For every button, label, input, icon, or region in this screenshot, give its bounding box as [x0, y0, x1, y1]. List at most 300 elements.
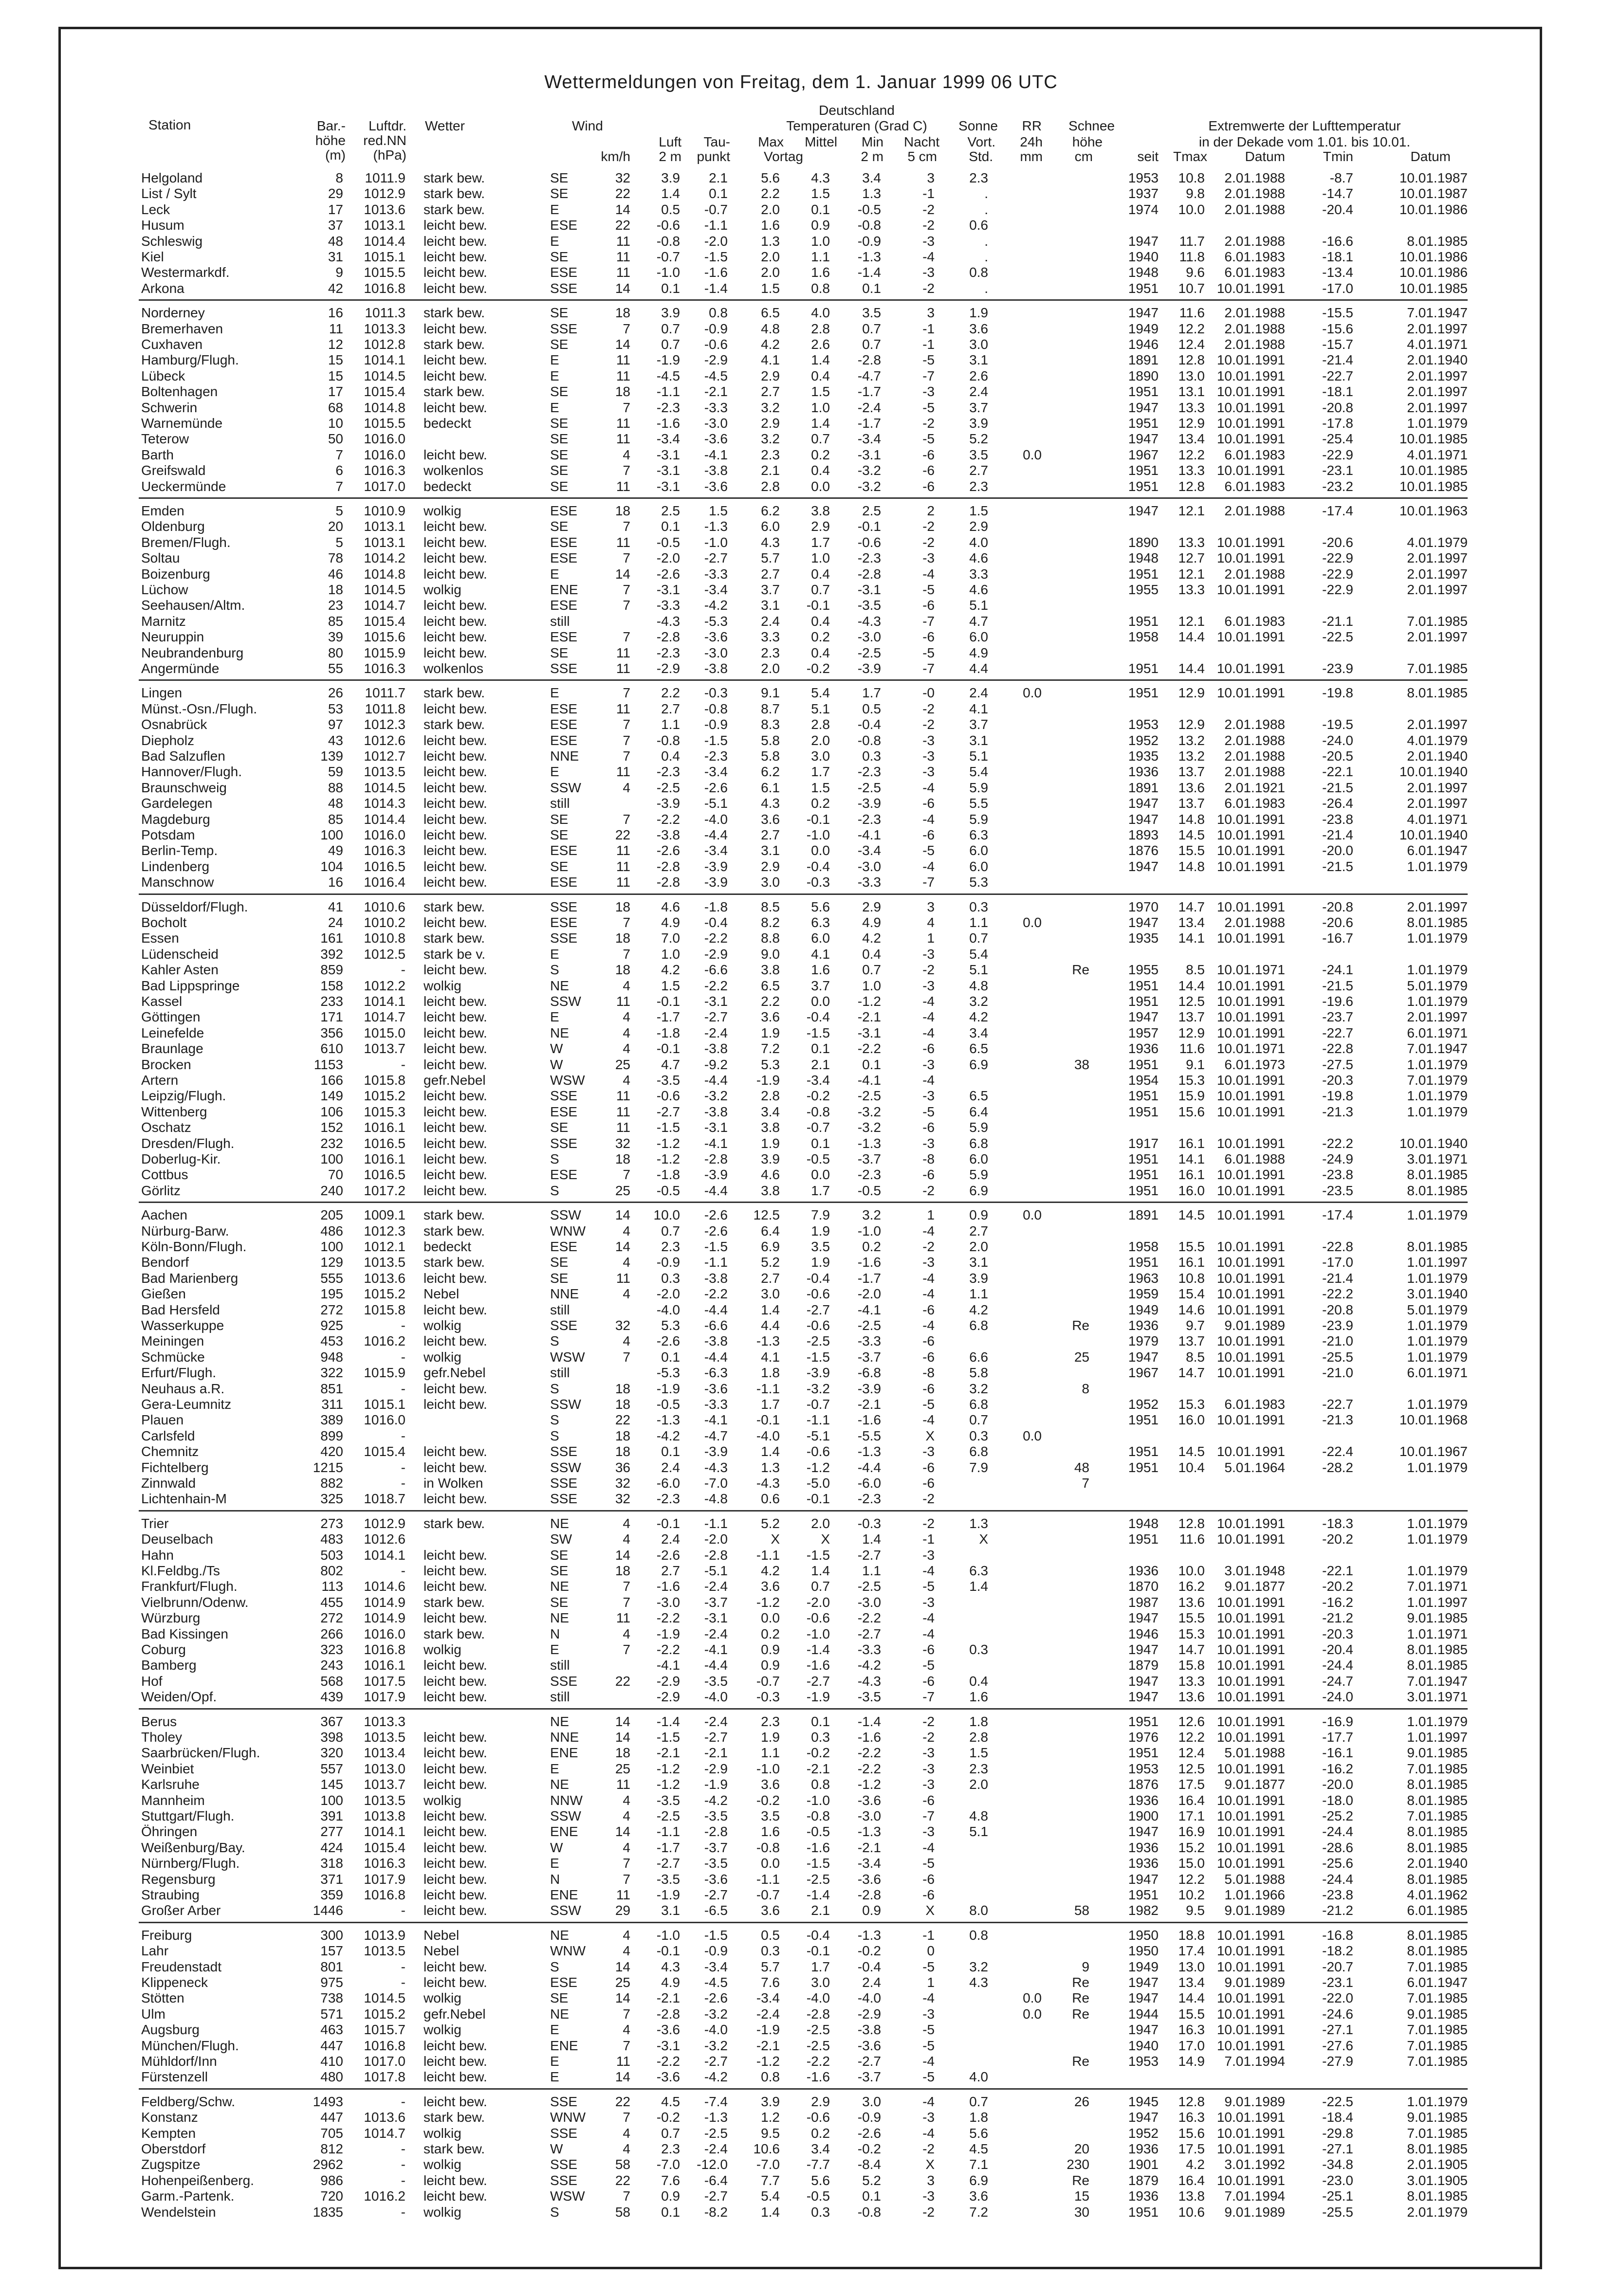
- cell-luftdruck: 1015.9: [364, 645, 405, 660]
- cell-mittel: 0.3: [811, 1730, 830, 1745]
- cell-datum-max: 10.01.1991: [1216, 1412, 1285, 1428]
- cell-min-2m: -3.2: [857, 478, 881, 494]
- cell-tmax: 11.8: [1179, 249, 1205, 264]
- cell-tmax: 15.0: [1178, 1856, 1205, 1871]
- cell-tmax: 12.1: [1178, 566, 1205, 582]
- cell-station: Osnabrück: [141, 717, 207, 732]
- cell-bar-hoehe: 5: [335, 503, 343, 518]
- cell-station: Hannover/Flugh.: [141, 764, 242, 780]
- cell-nacht-5cm: -6: [922, 447, 935, 462]
- cell-tmax: 10.6: [1178, 2204, 1205, 2220]
- cell-luft: -1.5: [656, 1120, 680, 1135]
- cell-max-vortag: 3.9: [761, 2094, 780, 2109]
- cell-datum-max: 9.01.1877: [1224, 1579, 1285, 1594]
- table-row: [0, 1349, 1602, 1365]
- cell-luft: -0.2: [656, 2110, 680, 2125]
- cell-datum-min: 7.01.1985: [1407, 2125, 1468, 2141]
- cell-tmax: 10.8: [1178, 170, 1205, 185]
- cell-luft: -1.8: [656, 1025, 680, 1040]
- cell-mittel: 0.7: [811, 431, 830, 447]
- cell-seit: 1948: [1128, 265, 1159, 280]
- table-row: [0, 519, 1602, 534]
- cell-taupunkt: -2.0: [704, 233, 728, 249]
- cell-mittel: 2.6: [811, 337, 830, 352]
- cell-seit: 1955: [1128, 962, 1159, 978]
- cell-datum-min: 10.01.1967: [1399, 1444, 1468, 1459]
- cell-max-vortag: 3.4: [761, 1104, 780, 1119]
- cell-wetter: leicht bew.: [424, 1808, 487, 1823]
- cell-datum-max: 10.01.1991: [1216, 994, 1285, 1009]
- cell-sonne: 6.8: [969, 1318, 988, 1333]
- cell-sonne: 1.3: [969, 1515, 988, 1531]
- cell-max-vortag: 4.8: [761, 321, 780, 336]
- cell-sonne: 0.3: [969, 1642, 988, 1657]
- cell-taupunkt: -3.2: [704, 2006, 728, 2022]
- table-row: [0, 1642, 1602, 1658]
- cell-rr: 0.0: [1023, 2006, 1042, 2022]
- cell-wind-dir: NE: [550, 1579, 569, 1594]
- cell-taupunkt: -7.0: [704, 1476, 728, 1491]
- cell-seit: 1963: [1128, 1270, 1159, 1286]
- table-row: [0, 1903, 1602, 1918]
- cell-mittel: -1.9: [806, 1689, 830, 1705]
- cell-luftdruck: 1015.4: [364, 384, 405, 400]
- cell-datum-max: 5.01.1964: [1224, 1459, 1285, 1475]
- cell-mittel: -4.0: [806, 1990, 830, 2006]
- cell-datum-min: 10.01.1986: [1399, 249, 1468, 264]
- cell-taupunkt: -2.4: [704, 2141, 728, 2156]
- cell-datum-min: 7.01.1979: [1407, 1073, 1468, 1088]
- cell-sonne: 2.3: [969, 1761, 988, 1776]
- cell-max-vortag: 6.0: [761, 519, 780, 534]
- table-row: [0, 947, 1602, 962]
- cell-sonne: 3.5: [969, 447, 988, 462]
- table-row: [0, 1255, 1602, 1270]
- cell-tmax: 13.8: [1178, 2188, 1205, 2204]
- cell-sonne: 6.0: [969, 629, 988, 645]
- cell-sonne: 1.6: [969, 1689, 988, 1705]
- cell-tmax: 15.3: [1178, 1073, 1205, 1088]
- cell-nacht-5cm: -7: [922, 875, 935, 890]
- cell-mittel: -2.8: [806, 2006, 830, 2022]
- cell-max-vortag: 0.9: [761, 1658, 780, 1673]
- cell-tmin: -18.0: [1322, 1792, 1353, 1808]
- cell-min-2m: -3.6: [857, 1792, 881, 1808]
- cell-sonne: 4.6: [969, 550, 988, 566]
- cell-bar-hoehe: 41: [328, 899, 343, 914]
- table-row: [0, 2022, 1602, 2038]
- cell-sonne: 4.1: [969, 701, 988, 716]
- cell-luft: 0.7: [661, 321, 680, 336]
- cell-wetter: stark bew.: [424, 1255, 485, 1270]
- cell-wetter: leicht bew.: [424, 748, 487, 764]
- cell-taupunkt: -6.4: [704, 2172, 728, 2188]
- cell-max-vortag: 9.1: [761, 685, 780, 701]
- cell-datum-max: 10.01.1991: [1216, 1610, 1285, 1626]
- cell-nacht-5cm: -4: [922, 1610, 935, 1626]
- cell-wind-dir: SE: [550, 463, 569, 478]
- cell-max-vortag: 5.8: [761, 732, 780, 748]
- cell-nacht-5cm: 3: [927, 2172, 935, 2188]
- cell-tmax: 16.3: [1178, 2110, 1205, 2125]
- cell-luftdruck: 1014.4: [364, 811, 405, 827]
- cell-nacht-5cm: -3: [922, 384, 935, 400]
- cell-wind-dir: SSE: [550, 1135, 578, 1151]
- cell-tmax: 13.2: [1178, 732, 1205, 748]
- cell-luftdruck: -: [401, 2204, 405, 2220]
- cell-tmin: -17.0: [1322, 280, 1353, 296]
- cell-mittel: 0.7: [811, 1579, 830, 1594]
- cell-wetter: stark bew.: [424, 2141, 485, 2156]
- cell-datum-max: 10.01.1991: [1216, 2110, 1285, 2125]
- cell-wind-dir: still: [550, 796, 570, 811]
- cell-wind-speed: 25: [615, 1057, 630, 1072]
- cell-datum-min: 8.01.1985: [1407, 1927, 1468, 1943]
- cell-station: Braunlage: [141, 1041, 203, 1057]
- cell-mittel: -2.0: [806, 1594, 830, 1610]
- cell-nacht-5cm: 1: [927, 1975, 935, 1990]
- cell-tmax: 15.4: [1178, 1286, 1205, 1302]
- cell-station: Wittenberg: [141, 1104, 207, 1119]
- table-row: [0, 1808, 1602, 1824]
- cell-wind-speed: 7: [623, 946, 630, 962]
- cell-mittel: -2.5: [806, 1333, 830, 1349]
- cell-wind-dir: NE: [550, 2006, 569, 2022]
- cell-luftdruck: 1015.5: [364, 265, 405, 280]
- cell-mittel: -1.6: [806, 1658, 830, 1673]
- cell-station: Fürstenzell: [141, 2069, 208, 2085]
- cell-schnee: 7: [1082, 1476, 1089, 1491]
- cell-tmin: -20.4: [1322, 201, 1353, 217]
- cell-taupunkt: -3.8: [704, 1104, 728, 1119]
- cell-luft: 1.1: [661, 717, 680, 732]
- cell-nacht-5cm: -2: [922, 534, 935, 550]
- cell-datum-min: 2.01.1940: [1407, 1856, 1468, 1871]
- cell-sonne: 1.4: [969, 1579, 988, 1594]
- cell-tmin: -20.8: [1322, 899, 1353, 914]
- cell-sonne: 3.2: [969, 994, 988, 1009]
- cell-luft: 1.4: [661, 186, 680, 201]
- cell-nacht-5cm: -3: [922, 732, 935, 748]
- cell-min-2m: 0.7: [862, 962, 881, 978]
- cell-min-2m: -2.6: [857, 2125, 881, 2141]
- cell-wind-dir: SE: [550, 1120, 569, 1135]
- cell-datum-min: 9.01.1985: [1407, 1610, 1468, 1626]
- cell-bar-hoehe: 48: [328, 796, 343, 811]
- table-row: [0, 1595, 1602, 1610]
- cell-luft: -7.0: [656, 2157, 680, 2172]
- cell-station: Wasserkuppe: [141, 1318, 224, 1333]
- cell-wind-dir: NNW: [550, 1792, 583, 1808]
- cell-min-2m: -3.8: [857, 2022, 881, 2038]
- cell-wind-dir: NE: [550, 1610, 569, 1626]
- cell-min-2m: -3.1: [857, 447, 881, 462]
- cell-wetter: leicht bew.: [424, 827, 487, 842]
- cell-wind-speed: 14: [615, 2069, 630, 2085]
- cell-nacht-5cm: -4: [922, 1318, 935, 1333]
- cell-min-2m: -0.5: [857, 1183, 881, 1198]
- cell-luft: -0.1: [656, 1515, 680, 1531]
- cell-nacht-5cm: -2: [922, 1183, 935, 1198]
- cell-station: Marnitz: [141, 613, 186, 629]
- cell-nacht-5cm: -2: [922, 962, 935, 978]
- cell-seit: 1949: [1128, 321, 1159, 336]
- cell-bar-hoehe: 277: [320, 1824, 343, 1840]
- cell-luftdruck: 1013.7: [364, 1041, 405, 1057]
- cell-sonne: 7.2: [969, 2204, 988, 2220]
- cell-wind-speed: 36: [615, 1459, 630, 1475]
- cell-tmin: -22.7: [1322, 368, 1353, 383]
- cell-min-2m: -0.4: [857, 717, 881, 732]
- cell-tmin: -16.7: [1322, 930, 1353, 946]
- cell-max-vortag: 2.8: [761, 1088, 780, 1104]
- cell-wind-speed: 18: [615, 962, 630, 978]
- header-extremwerte: Extremwerte der Lufttemperatur: [1208, 118, 1401, 133]
- cell-nacht-5cm: -6: [922, 629, 935, 645]
- cell-wetter: leicht bew.: [424, 1333, 487, 1349]
- cell-max-vortag: 1.2: [761, 2110, 780, 2125]
- table-row: [0, 812, 1602, 827]
- cell-tmax: 9.1: [1186, 1057, 1205, 1072]
- cell-bar-hoehe: 8: [335, 170, 343, 185]
- cell-mittel: 0.4: [811, 613, 830, 629]
- cell-nacht-5cm: -2: [922, 201, 935, 217]
- cell-station: Straubing: [141, 1887, 200, 1902]
- cell-min-2m: -3.0: [857, 858, 881, 874]
- cell-tmax: 14.4: [1178, 629, 1205, 645]
- cell-nacht-5cm: -1: [922, 1531, 935, 1547]
- cell-sonne: 3.7: [969, 400, 988, 415]
- cell-mittel: -0.1: [806, 811, 830, 827]
- cell-datum-min: 1.01.1979: [1407, 1563, 1468, 1578]
- cell-min-2m: -4.7: [857, 368, 881, 383]
- cell-datum-max: 10.01.1991: [1216, 431, 1285, 447]
- cell-taupunkt: -2.4: [704, 1626, 728, 1641]
- cell-min-2m: -0.4: [857, 1959, 881, 1974]
- cell-wind-speed: 18: [615, 1381, 630, 1396]
- cell-wetter: leicht bew.: [424, 1057, 487, 1072]
- cell-wind-speed: 7: [623, 1871, 630, 1887]
- cell-wetter: leicht bew.: [424, 994, 487, 1009]
- cell-nacht-5cm: -6: [922, 463, 935, 478]
- cell-station: Bad Lippspringe: [141, 978, 240, 993]
- cell-station: Lingen: [141, 685, 183, 701]
- cell-wetter: leicht bew.: [424, 2054, 487, 2069]
- cell-max-vortag: 2.9: [761, 858, 780, 874]
- table-row: [0, 1136, 1602, 1151]
- cell-wetter: leicht bew.: [424, 1745, 487, 1761]
- cell-luftdruck: 1013.8: [364, 1808, 405, 1823]
- cell-station: Regensburg: [141, 1871, 216, 1887]
- cell-taupunkt: -3.9: [704, 1444, 728, 1459]
- cell-seit: 1947: [1128, 431, 1159, 447]
- cell-max-vortag: 7.2: [761, 1041, 780, 1057]
- cell-luftdruck: 1015.7: [364, 2022, 405, 2038]
- cell-datum-min: 5.01.1979: [1407, 1302, 1468, 1317]
- cell-datum-min: 8.01.1985: [1407, 233, 1468, 249]
- cell-mittel: -0.8: [806, 1808, 830, 1823]
- cell-datum-min: 1.01.1979: [1407, 1057, 1468, 1072]
- cell-min-2m: -3.3: [857, 1642, 881, 1657]
- cell-wetter: leicht bew.: [424, 1563, 487, 1578]
- cell-max-vortag: 9.0: [761, 946, 780, 962]
- cell-mittel: 3.0: [811, 1975, 830, 1990]
- cell-wind-dir: SW: [550, 1531, 572, 1547]
- cell-wind-speed: 14: [615, 1239, 630, 1254]
- cell-mittel: -2.7: [806, 1302, 830, 1317]
- cell-datum-min: 2.01.1997: [1407, 582, 1468, 597]
- cell-luftdruck: 1013.5: [364, 1792, 405, 1808]
- cell-bar-hoehe: 46: [328, 566, 343, 582]
- cell-luft: 0.1: [661, 1349, 680, 1365]
- cell-datum-max: 6.01.1988: [1224, 1151, 1285, 1166]
- cell-taupunkt: -4.0: [704, 1689, 728, 1705]
- cell-tmax: 13.4: [1178, 1975, 1205, 1990]
- cell-luftdruck: -: [401, 1459, 405, 1475]
- cell-datum-max: 2.01.1988: [1224, 321, 1285, 336]
- cell-bar-hoehe: 7: [335, 478, 343, 494]
- cell-nacht-5cm: -4: [922, 858, 935, 874]
- cell-max-vortag: 2.0: [761, 249, 780, 264]
- cell-min-2m: -2.5: [857, 645, 881, 660]
- cell-wind-dir: NE: [550, 1713, 569, 1729]
- cell-min-2m: -2.8: [857, 566, 881, 582]
- cell-mittel: 0.2: [811, 447, 830, 462]
- cell-nacht-5cm: -1: [922, 1927, 935, 1943]
- cell-taupunkt: -3.0: [704, 416, 728, 431]
- header-max: Max: [758, 134, 784, 149]
- cell-luft: -2.3: [656, 645, 680, 660]
- cell-luftdruck: 1014.3: [364, 796, 405, 811]
- cell-seit: 1947: [1128, 233, 1159, 249]
- cell-luft: -2.1: [656, 1745, 680, 1761]
- cell-luft: -4.5: [656, 368, 680, 383]
- cell-nacht-5cm: -3: [922, 1088, 935, 1104]
- cell-tmin: -13.4: [1322, 265, 1353, 280]
- cell-min-2m: -3.9: [857, 1381, 881, 1396]
- cell-taupunkt: -1.6: [704, 265, 728, 280]
- cell-luft: -4.3: [656, 613, 680, 629]
- cell-wind-speed: 58: [615, 2204, 630, 2220]
- cell-datum-min: 2.01.1997: [1407, 629, 1468, 645]
- table-row: [0, 1104, 1602, 1120]
- cell-wind-dir: S: [550, 1333, 559, 1349]
- cell-min-2m: 0.5: [862, 701, 881, 716]
- cell-datum-min: 1.01.1979: [1407, 1713, 1468, 1729]
- cell-station: Düsseldorf/Flugh.: [141, 899, 248, 914]
- cell-bar-hoehe: 37: [328, 218, 343, 233]
- cell-datum-min: 1.01.1971: [1407, 1626, 1468, 1641]
- cell-wind-speed: 4: [623, 1073, 630, 1088]
- cell-datum-max: 9.01.1989: [1224, 1318, 1285, 1333]
- cell-wind-speed: 4: [623, 1808, 630, 1823]
- cell-schnee: Re: [1072, 2172, 1089, 2188]
- cell-seit: 1951: [1128, 1412, 1159, 1428]
- cell-min-2m: -3.9: [857, 796, 881, 811]
- cell-wetter: leicht bew.: [424, 1088, 487, 1104]
- cell-taupunkt: -2.8: [704, 1151, 728, 1166]
- cell-datum-min: 4.01.1979: [1407, 732, 1468, 748]
- header-mittel: Mittel: [805, 134, 837, 149]
- cell-tmin: -22.9: [1322, 566, 1353, 582]
- cell-wind-speed: 4: [623, 1792, 630, 1808]
- cell-taupunkt: -2.5: [704, 2125, 728, 2141]
- table-row: [0, 2038, 1602, 2054]
- cell-wind-speed: 22: [615, 2172, 630, 2188]
- cell-nacht-5cm: 3: [927, 170, 935, 185]
- cell-datum-max: 2.01.1988: [1224, 305, 1285, 321]
- cell-station: Greifswald: [141, 463, 206, 478]
- cell-sonne: 6.9: [969, 1057, 988, 1072]
- cell-max-vortag: 0.0: [761, 1856, 780, 1871]
- cell-wind-dir: ESE: [550, 732, 578, 748]
- cell-tmax: 11.6: [1179, 1041, 1205, 1057]
- cell-tmin: -23.1: [1322, 1975, 1353, 1990]
- cell-datum-min: 10.01.1940: [1399, 1135, 1468, 1151]
- cell-station: Gießen: [141, 1286, 186, 1302]
- cell-min-2m: -0.3: [857, 1515, 881, 1531]
- cell-seit: 1951: [1128, 463, 1159, 478]
- cell-sonne: 4.0: [969, 534, 988, 550]
- cell-nacht-5cm: -6: [922, 1041, 935, 1057]
- cell-station: Helgoland: [141, 170, 203, 185]
- cell-wind-speed: 11: [616, 843, 630, 858]
- cell-wind-speed: 4: [623, 1286, 630, 1302]
- cell-tmax: 15.5: [1178, 843, 1205, 858]
- cell-luftdruck: 1015.4: [364, 1444, 405, 1459]
- cell-datum-min: 10.01.1985: [1399, 463, 1468, 478]
- cell-bar-hoehe: 389: [320, 1412, 343, 1428]
- cell-tmax: 15.5: [1178, 1610, 1205, 1626]
- cell-wetter: leicht bew.: [424, 1975, 487, 1990]
- cell-datum-max: 6.01.1983: [1224, 265, 1285, 280]
- cell-min-2m: -1.2: [857, 994, 881, 1009]
- cell-luftdruck: 1012.9: [364, 186, 405, 201]
- cell-wind-dir: SE: [550, 811, 569, 827]
- cell-taupunkt: -4.0: [704, 2022, 728, 2038]
- cell-luftdruck: 1015.4: [364, 613, 405, 629]
- cell-datum-max: 10.01.1991: [1216, 1073, 1285, 1088]
- cell-bar-hoehe: 49: [328, 843, 343, 858]
- cell-luftdruck: 1015.8: [364, 1073, 405, 1088]
- cell-sonne: 6.0: [969, 858, 988, 874]
- cell-station: Bendorf: [141, 1255, 189, 1270]
- cell-taupunkt: -4.4: [704, 1658, 728, 1673]
- cell-min-2m: -2.3: [857, 1167, 881, 1183]
- table-row: [0, 337, 1602, 352]
- cell-bar-hoehe: 205: [320, 1207, 343, 1223]
- cell-luftdruck: 1016.0: [364, 447, 405, 462]
- cell-nacht-5cm: -2: [922, 701, 935, 716]
- cell-luft: 4.9: [661, 915, 680, 930]
- cell-sonne: 1.9: [969, 305, 988, 321]
- cell-bar-hoehe: 171: [320, 1009, 343, 1025]
- table-row: [0, 796, 1602, 811]
- cell-max-vortag: 2.0: [761, 201, 780, 217]
- cell-wind-dir: SE: [550, 186, 569, 201]
- table-row: [0, 1239, 1602, 1255]
- cell-wind-speed: 22: [615, 218, 630, 233]
- cell-wind-speed: 4: [623, 1626, 630, 1641]
- cell-station: Carlsfeld: [141, 1428, 195, 1443]
- cell-max-vortag: 4.1: [761, 352, 780, 368]
- cell-seit: 1947: [1128, 1871, 1159, 1887]
- cell-mittel: 5.6: [811, 2172, 830, 2188]
- cell-sonne: 6.8: [969, 1444, 988, 1459]
- cell-mittel: 4.1: [811, 946, 830, 962]
- table-row: [0, 1428, 1602, 1444]
- cell-bar-hoehe: 447: [320, 2110, 343, 2125]
